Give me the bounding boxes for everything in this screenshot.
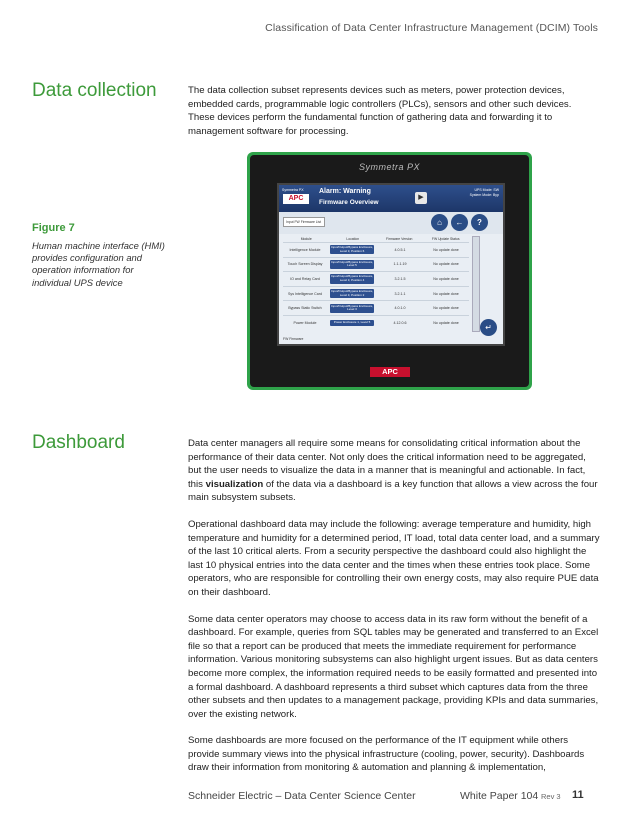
footer-revision: Rev 3 — [541, 792, 561, 801]
screen-cell-module: Bypass Static Switch — [288, 306, 322, 311]
screen-cell-module: Power Module — [293, 320, 317, 325]
screen-cell-version: 3.2.1.5 — [394, 276, 406, 281]
screen-cell-status: No update done — [433, 247, 459, 252]
dashboard-p1-text: Data center managers all require some means for consolidating critical information about the performance of their data center. Not only does the critical information need to be aggregated, but the user needs to visualize the data in a manner that is meaningful and actionable. In fact, this — [188, 438, 586, 490]
screen-cell-version: 4.12.0.6 — [393, 320, 407, 325]
data-collection-paragraph: The data collection subset represents devices such as meters, power protection devices, embedded cards, programmable logic controllers (PLCs), sensors and other such devices. These devices perform the fundamental function of gathering data and forwarding it to management software for processing. — [188, 85, 572, 137]
screen-col-header: Module — [300, 237, 312, 241]
screen-cell-status: No update done — [433, 276, 459, 281]
dashboard-paragraph-3: Some data center operators may choose to access data in its raw form without the benefit of a dashboard. For example, queries from SQL tables may be generated and transferred to an Excel file so that a report can be produced that meets the immediate requirement for performance information. Various monitoring subsystems can also highlight urgent issues. But as data centers become more complex, the information required needs to be easily formatted and presented into a formal dashboard. A dashboard represents a third subset which captures data from the three other subsets and then updates to a management package, providing KPIs and data summaries, over the existing network. — [188, 613, 599, 720]
screen-cell-location — [327, 245, 377, 254]
screen-alarm-title: Alarm: Warning — [319, 188, 371, 195]
screen-col-header: FW Update Status — [431, 237, 460, 241]
device-apc-logo: APC — [370, 367, 410, 377]
screen-col-header: Firmware Version — [386, 237, 413, 241]
page-number: 11 — [572, 789, 584, 801]
screen-location-button: Input/Output/Bypass Enclosure, Level 3, Position 6 — [330, 245, 374, 253]
screen-header — [279, 185, 503, 212]
dashboard-body — [188, 437, 600, 788]
screen-cell-version: 4.0.5.1 — [394, 247, 406, 252]
screen-cell-status: No update done — [433, 306, 459, 311]
screen-cell-version: 4.0.1.0 — [394, 306, 406, 311]
screen-cell-module: Intelligence Module — [289, 247, 321, 252]
screen-location-button: Input/Output/Bypass Enclosure, Level 5 — [330, 259, 374, 268]
help-icon: ? — [471, 214, 488, 231]
return-arrow-icon: ↵ — [480, 319, 497, 336]
back-arrow-icon: ← — [451, 214, 468, 231]
screen-cell-location — [327, 289, 377, 298]
screen-cell-status: No update done — [433, 291, 459, 296]
screen-location-button: Power Enclosure 1, Level 5 — [330, 320, 374, 326]
hmi-screen — [277, 183, 505, 346]
screen-apc-logo: APC — [283, 194, 309, 204]
screen-table-row — [283, 242, 469, 257]
section-title-dashboard: Dashboard — [32, 432, 125, 453]
screen-cell-module: Touch Screen Display — [287, 262, 323, 267]
screen-col-header: Location — [346, 237, 360, 241]
screen-location-button: Input/Output/Bypass Enclosure, Level 3 — [330, 303, 374, 312]
screen-cell-status: No update done — [433, 262, 459, 267]
dashboard-p1-text-end: of the data via a dashboard is a key function that allows a view across the four main subsystem subsets. — [188, 478, 598, 504]
screen-footer: FW Firmware — [283, 337, 304, 341]
footer-paper-number: White Paper 104 — [460, 790, 539, 802]
screen-button-row — [279, 212, 503, 234]
dashboard-paragraph-4: Some dashboards are more focused on the performance of the IT equipment while others provide summary views into the physical infrastructure (cooling, power, security). Dashboards draw their information from monitoring & automation and planning & implementation, — [188, 735, 585, 774]
screen-cell-location — [327, 260, 377, 269]
device-bezel — [250, 155, 529, 387]
screen-table-row — [283, 286, 469, 301]
screen-table-row — [283, 271, 469, 286]
home-icon: ⌂ — [431, 214, 448, 231]
screen-cell-location — [327, 320, 377, 326]
screen-cell-module: Sys Intelligence Card — [288, 291, 322, 296]
screen-firmware-table — [283, 236, 469, 330]
screen-firmware-title: Firmware Overview — [319, 199, 379, 206]
dashboard-p1-bold: visualization — [205, 478, 264, 490]
running-header: Classification of Data Center Infrastructure Management (DCIM) Tools — [265, 22, 598, 34]
screen-table-header — [283, 236, 469, 242]
screen-scrollbar — [472, 236, 480, 332]
figure-caption: Human machine interface (HMI) provides configuration and operation information for individual UPS device — [32, 240, 165, 288]
dashboard-paragraph-2: Operational dashboard data may include the following: average temperature and humidity, high temperature and humidity for a determined period, IT load, total data center load, and a summary of the last 10 critical alerts. From a security perspective the dashboard could also highlight the last 10 physical entries into the data center and the times when these entries took place. Some operators, who are responsible for controlling their own energy costs, may also require PUE data on their dashboard. — [188, 518, 600, 598]
screen-location-button: Input/Output/Bypass Enclosure, Level 3, Position 2 — [330, 288, 374, 297]
screen-cell-version: 1.1.1.19 — [393, 262, 407, 267]
section-title-data-collection: Data collection — [32, 80, 157, 101]
screen-table-row — [283, 257, 469, 272]
screen-cell-status: No update done — [433, 320, 459, 325]
screen-mode-text: UPS Mode: SW System Mode: Byp — [469, 188, 499, 197]
screen-cell-location — [327, 274, 377, 283]
screen-table-row — [283, 300, 469, 315]
data-collection-body — [188, 84, 600, 151]
hmi-device-photo — [247, 152, 532, 390]
device-brand-label: Symmetra PX — [358, 162, 420, 172]
screen-cell-version: 3.2.1.1 — [394, 291, 406, 296]
screen-cell-location — [327, 304, 377, 313]
figure-label: Figure 7 — [32, 222, 75, 234]
speaker-icon: ▶ — [415, 192, 427, 204]
screen-table-row — [283, 315, 469, 330]
footer-publisher: Schneider Electric – Data Center Science Center — [188, 790, 416, 802]
dashboard-paragraph-1 — [188, 437, 600, 505]
screen-location-button: Input/Output/Bypass Enclosure, Level 3, Position 4 — [330, 274, 374, 282]
screen-model: Symmetra PX — [282, 188, 304, 192]
screen-cell-module: IO and Relay Card — [290, 276, 320, 281]
screen-fw-list-button: Input FW Firmware List — [283, 217, 325, 227]
